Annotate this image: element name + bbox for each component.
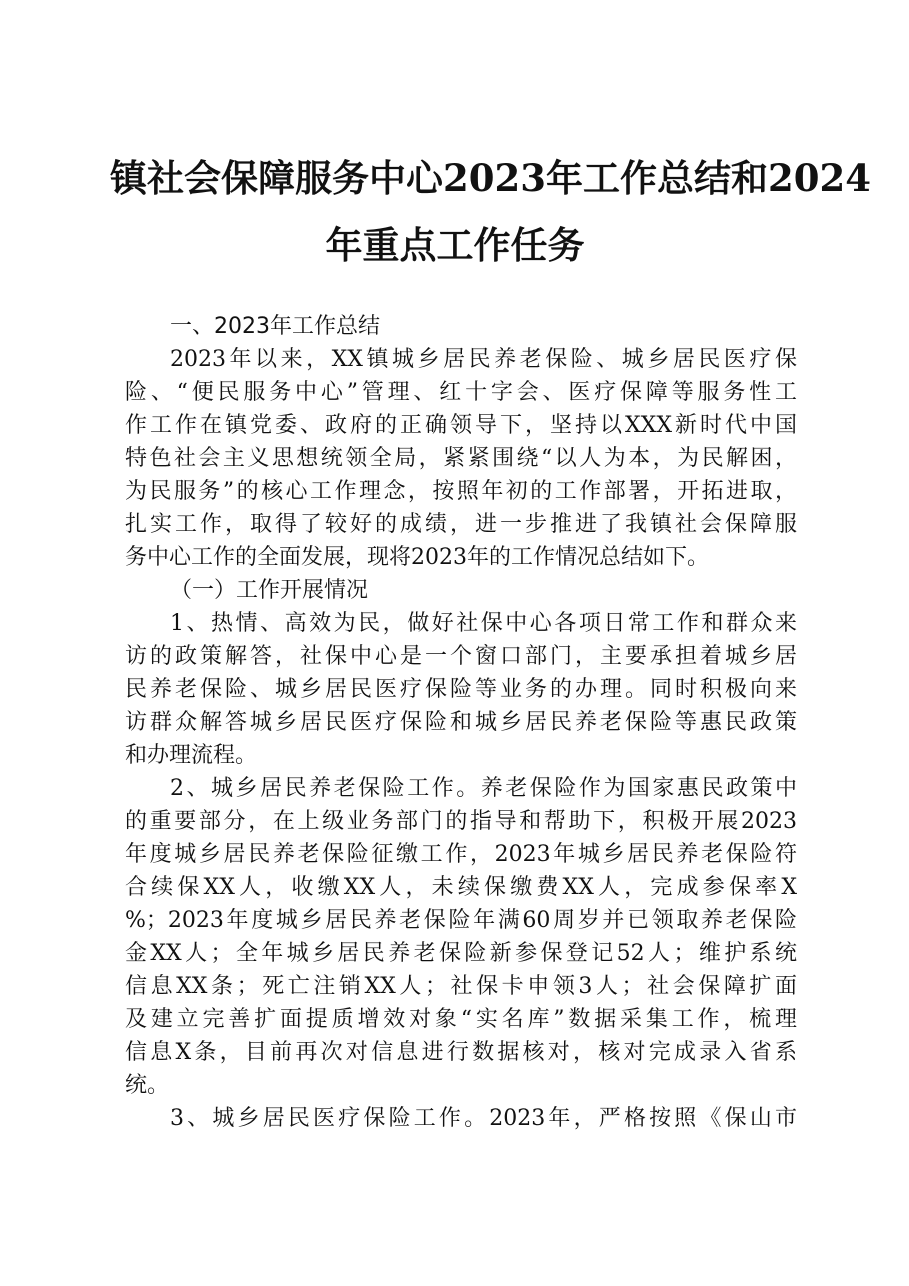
paragraph-line: 年度城乡居民养老保险征缴工作，2023年城乡居民养老保险符 [125, 842, 797, 867]
paragraph-line: 合续保XX人，收缴XX人，未续保缴费XX人，完成参保率X [125, 875, 797, 900]
paragraph-line: 及建立完善扩面提质增效对象“实名库”数据采集工作，梳理 [125, 1007, 797, 1032]
paragraph-line: 2023年以来，XX镇城乡居民养老保险、城乡居民医疗保 [170, 347, 797, 372]
document-title-line-2: 年重点工作任务 [325, 223, 585, 267]
paragraph-line: 为民服务”的核心工作理念，按照年初的工作部署，开拓进取， [125, 479, 797, 504]
paragraph-line: 扎实工作，取得了较好的成绩，进一步推进了我镇社会保障服 [125, 512, 797, 537]
paragraph-line: 作工作在镇党委、政府的正确领导下，坚持以XXX新时代中国 [125, 413, 797, 438]
paragraph-line: 的重要部分，在上级业务部门的指导和帮助下，积极开展2023 [125, 809, 797, 834]
paragraph-line: 险、“便民服务中心”管理、红十字会、医疗保障等服务性工 [125, 380, 797, 405]
paragraph-line: 统。 [125, 1073, 170, 1098]
paragraph-line: 民养老保险、城乡居民医疗保险等业务的办理。同时积极向来 [125, 677, 797, 702]
subsection-heading: （一）工作开展情况 [170, 578, 369, 603]
paragraph-line: 特色社会主义思想统领全局，紧紧围绕“以人为本，为民解困， [125, 446, 797, 471]
paragraph-line: 1、热情、高效为民，做好社保中心各项日常工作和群众来 [170, 611, 797, 636]
section-heading: 一、2023年工作总结 [170, 314, 380, 339]
document-title-line-1: 镇社会保障服务中心2023年工作总结和2024 [110, 156, 871, 200]
paragraph-line: 务中心工作的全面发展，现将2023年的工作情况总结如下。 [125, 545, 709, 570]
paragraph-line: 信息X条，目前再次对信息进行数据核对，核对完成录入省系 [125, 1040, 797, 1065]
paragraph-line: 2、城乡居民养老保险工作。养老保险作为国家惠民政策中 [170, 776, 797, 801]
paragraph-line: 3、城乡居民医疗保险工作。2023年，严格按照《保山市 [170, 1106, 797, 1131]
paragraph-line: 金XX人；全年城乡居民养老保险新参保登记52人；维护系统 [125, 941, 797, 966]
paragraph-line: 信息XX条；死亡注销XX人；社保卡申领3人；社会保障扩面 [125, 974, 797, 999]
paragraph-line: 和办理流程。 [125, 743, 258, 768]
paragraph-line: 访的政策解答，社保中心是一个窗口部门，主要承担着城乡居 [125, 644, 797, 669]
paragraph-line: 访群众解答城乡居民医疗保险和城乡居民养老保险等惠民政策 [125, 710, 797, 735]
document-body [125, 310, 797, 1210]
paragraph-line: %；2023年度城乡居民养老保险年满60周岁并已领取养老保险 [125, 908, 797, 933]
